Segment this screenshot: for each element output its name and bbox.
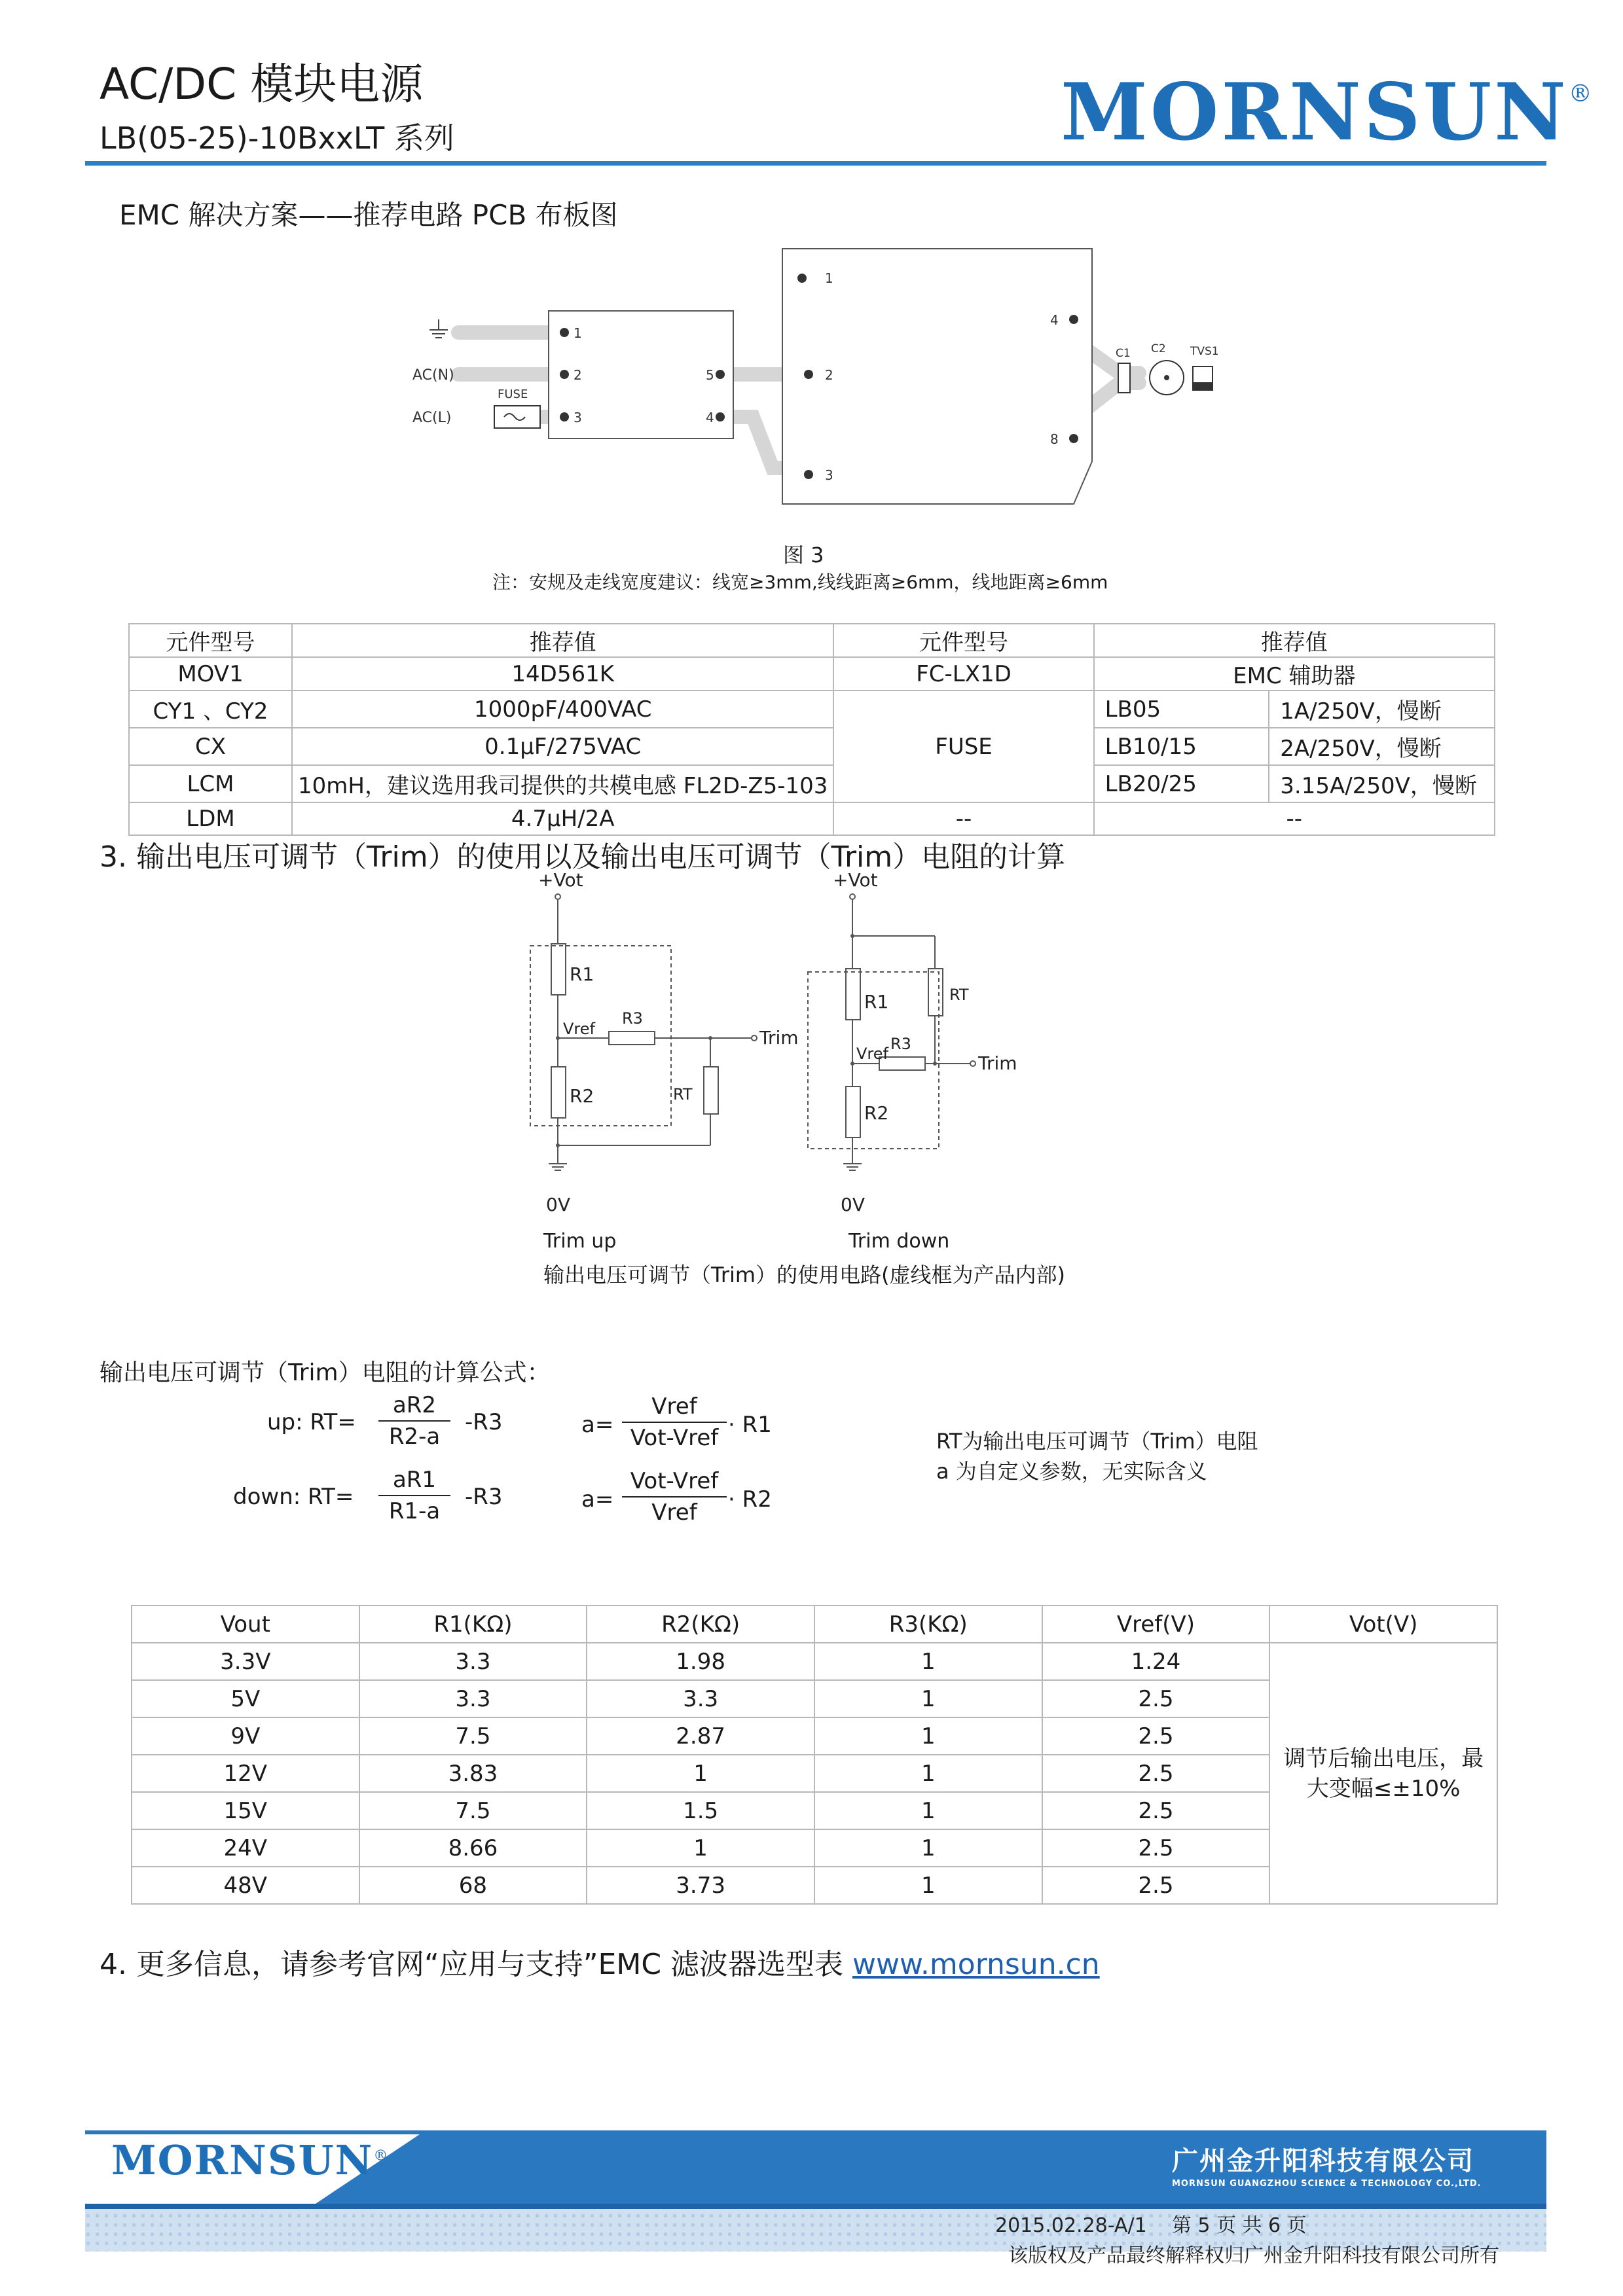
- circuit-caption: 输出电压可调节（Trim）的使用电路(虚线框为产品内部): [543, 1263, 1066, 1287]
- trim-up-caption: Trim up: [543, 1230, 617, 1253]
- table-cell: 24V: [132, 1829, 359, 1867]
- formula-up-label: up: RT=: [267, 1409, 356, 1435]
- table-cell: 1.24: [1042, 1643, 1270, 1680]
- up-rt-label: RT: [673, 1085, 693, 1103]
- table-header: 元件型号: [833, 624, 1093, 657]
- table-cell: 2.5: [1042, 1755, 1270, 1792]
- down-0v-label: 0V: [841, 1194, 865, 1215]
- table-cell: 9V: [132, 1717, 359, 1755]
- down-r3-label: R3: [890, 1035, 911, 1053]
- footer-date-page: 2015.02.28-A/1 第 5 页 共 6 页: [995, 2214, 1307, 2237]
- pin-label: 2: [574, 367, 582, 383]
- formula-up-fraction: aR2 R2-a: [378, 1394, 450, 1448]
- table-cell: --: [1094, 802, 1495, 835]
- table-cell: LB10/15: [1094, 728, 1269, 765]
- table-cell: FC-LX1D: [833, 657, 1093, 691]
- table-cell: LCM: [129, 765, 292, 802]
- pcb-layout-diagram: [393, 242, 1244, 517]
- table-cell: 15V: [132, 1792, 359, 1829]
- up-r1-label: R1: [570, 963, 594, 985]
- rt-note: RT为输出电压可调节（Trim）电阻: [936, 1429, 1258, 1454]
- up-vot-label: +Vot: [538, 870, 583, 891]
- formula-a2-label: a=: [581, 1486, 614, 1513]
- vot-note-cell: 调节后输出电压，最 大变幅≤±10%: [1269, 1643, 1497, 1904]
- table-cell: 2.87: [587, 1717, 814, 1755]
- emc-heading: EMC 解决方案——推荐电路 PCB 布板图: [119, 199, 618, 231]
- ac-n-label: AC(N): [412, 367, 454, 384]
- table-cell: LB05: [1094, 691, 1269, 728]
- pin-label: 1: [825, 270, 833, 286]
- formula-a2-fraction: Vot-Vref Vref: [622, 1470, 727, 1524]
- table-cell: 3.3V: [132, 1643, 359, 1680]
- footer-copyright: 该版权及产品最终解释权归广州金升阳科技有限公司所有: [1008, 2244, 1499, 2267]
- formula-a1-tail: · R1: [728, 1412, 772, 1438]
- pin-label: 4: [706, 410, 714, 425]
- table-cell: 1000pF/400VAC: [292, 691, 833, 728]
- down-r2-label: R2: [864, 1102, 889, 1124]
- table-header: Vout: [132, 1605, 359, 1643]
- table-cell: 1: [814, 1867, 1042, 1904]
- c1-part: [1118, 363, 1130, 393]
- table-cell: MOV1: [129, 657, 292, 691]
- table-cell: 4.7μH/2A: [292, 802, 833, 835]
- c1-label: C1: [1116, 347, 1131, 360]
- formula-up-tail: -R3: [465, 1409, 503, 1435]
- table-cell: 2.5: [1042, 1792, 1270, 1829]
- table-cell: 3.15A/250V，慢断: [1269, 765, 1495, 802]
- formula-down-label: down: RT=: [233, 1484, 354, 1510]
- table-cell: 10mH，建议选用我司提供的共模电感 FL2D-Z5-103: [292, 765, 833, 802]
- table-cell: 68: [359, 1867, 587, 1904]
- table-cell: 1: [814, 1680, 1042, 1717]
- pin-label: 3: [825, 467, 833, 483]
- fuse-symbol: [494, 406, 540, 428]
- more-info: 4. 更多信息，请参考官网“应用与支持”EMC 滤波器选型表 www.mornsun.cn: [100, 1948, 1100, 1981]
- table-cell: 5V: [132, 1680, 359, 1717]
- ac-l-label: AC(L): [412, 410, 452, 426]
- pin-label: 2: [825, 367, 833, 383]
- table-cell: 14D561K: [292, 657, 833, 691]
- table-cell: 1: [814, 1755, 1042, 1792]
- formula-heading: 输出电压可调节（Trim）电阻的计算公式：: [100, 1359, 551, 1386]
- header-rule: [85, 161, 1546, 166]
- footer-company-en: MORNSUN GUANGZHOU SCIENCE & TECHNOLOGY CO.,LTD.: [1172, 2179, 1482, 2189]
- c2-label: C2: [1151, 342, 1166, 355]
- table-cell: 1A/250V，慢断: [1269, 691, 1495, 728]
- table-header: Vot(V): [1269, 1605, 1497, 1643]
- table-cell: 0.1μF/275VAC: [292, 728, 833, 765]
- doc-series: LB(05-25)-10BxxLT 系列: [100, 120, 454, 156]
- mornsun-website-link[interactable]: www.mornsun.cn: [852, 1948, 1100, 1981]
- table-header: R3(KΩ): [814, 1605, 1042, 1643]
- formula-a2-tail: · R2: [728, 1486, 772, 1513]
- formula-a1-fraction: Vref Vot-Vref: [622, 1395, 727, 1449]
- table-cell: 7.5: [359, 1717, 587, 1755]
- table-cell: CY1 、CY2: [129, 691, 292, 728]
- up-r3-label: R3: [622, 1009, 643, 1028]
- table-cell: LB20/25: [1094, 765, 1269, 802]
- table-cell: 1: [814, 1643, 1042, 1680]
- down-rt-label: RT: [949, 986, 969, 1004]
- formula-down-fraction: aR1 R1-a: [378, 1469, 450, 1522]
- table-cell: 1.98: [587, 1643, 814, 1680]
- formula-a1-label: a=: [581, 1412, 614, 1438]
- table-cell: 2.5: [1042, 1680, 1270, 1717]
- table-cell: 2.5: [1042, 1717, 1270, 1755]
- mornsun-logo: MORNSUN®: [1061, 66, 1595, 158]
- trim-heading: 3. 输出电压可调节（Trim）的使用以及输出电压可调节（Trim）电阻的计算: [100, 840, 1066, 874]
- resistor-table: [131, 1605, 1498, 1905]
- footer-logo: MORNSUN®: [111, 2136, 390, 2184]
- table-cell: --: [833, 802, 1093, 835]
- table-cell: EMC 辅助器: [1094, 657, 1495, 691]
- table-header: 元件型号: [129, 624, 292, 657]
- a-note: a 为自定义参数，无实际含义: [936, 1459, 1207, 1484]
- footer-company-cn: 广州金升阳科技有限公司: [1172, 2146, 1474, 2176]
- down-vot-label: +Vot: [833, 870, 878, 891]
- pin-label: 5: [706, 367, 714, 383]
- layout-note: 注：安规及走线宽度建议：线宽≥3mm,线线距离≥6mm，线地距离≥6mm: [492, 571, 1108, 593]
- table-cell: 3.3: [359, 1680, 587, 1717]
- trim-down-caption: Trim down: [848, 1230, 950, 1253]
- table-header: 推荐值: [1094, 624, 1495, 657]
- component-table: [128, 623, 1495, 836]
- tvs1-label: TVS1: [1190, 345, 1219, 358]
- table-cell: FUSE: [833, 691, 1093, 802]
- table-cell: 1: [814, 1792, 1042, 1829]
- table-cell: 1: [814, 1717, 1042, 1755]
- figure-label: 图 3: [783, 543, 824, 567]
- table-cell: 3.83: [359, 1755, 587, 1792]
- table-cell: 1: [587, 1755, 814, 1792]
- table-cell: 2.5: [1042, 1829, 1270, 1867]
- table-cell: CX: [129, 728, 292, 765]
- table-cell: 3.3: [587, 1680, 814, 1717]
- up-0v-label: 0V: [546, 1194, 570, 1215]
- pin-label: 3: [574, 410, 582, 425]
- formula-down-tail: -R3: [465, 1484, 503, 1510]
- table-cell: 48V: [132, 1867, 359, 1904]
- table-header: R2(KΩ): [587, 1605, 814, 1643]
- table-cell: 1: [814, 1829, 1042, 1867]
- doc-title: AC/DC 模块电源: [100, 59, 424, 109]
- table-header: 推荐值: [292, 624, 833, 657]
- trim-circuit-diagram: [498, 870, 1152, 1237]
- pin-label: 8: [1050, 431, 1059, 447]
- up-vref-label: Vref: [563, 1020, 595, 1038]
- table-cell: 1: [587, 1829, 814, 1867]
- table-header: R1(KΩ): [359, 1605, 587, 1643]
- table-cell: 1.5: [587, 1792, 814, 1829]
- pin-label: 1: [574, 325, 582, 341]
- table-cell: 12V: [132, 1755, 359, 1792]
- up-trim-label: Trim: [759, 1027, 799, 1049]
- fuse-label: FUSE: [498, 387, 528, 401]
- table-cell: 2.5: [1042, 1867, 1270, 1904]
- down-vref-label: Vref: [856, 1045, 888, 1063]
- down-trim-label: Trim: [978, 1052, 1017, 1074]
- table-cell: 8.66: [359, 1829, 587, 1867]
- table-cell: 7.5: [359, 1792, 587, 1829]
- table-cell: 2A/250V，慢断: [1269, 728, 1495, 765]
- up-r2-label: R2: [570, 1085, 594, 1107]
- pin-label: 4: [1050, 312, 1059, 328]
- table-cell: 3.73: [587, 1867, 814, 1904]
- table-cell: LDM: [129, 802, 292, 835]
- table-header: Vref(V): [1042, 1605, 1270, 1643]
- down-r1-label: R1: [864, 991, 889, 1013]
- table-cell: 3.3: [359, 1643, 587, 1680]
